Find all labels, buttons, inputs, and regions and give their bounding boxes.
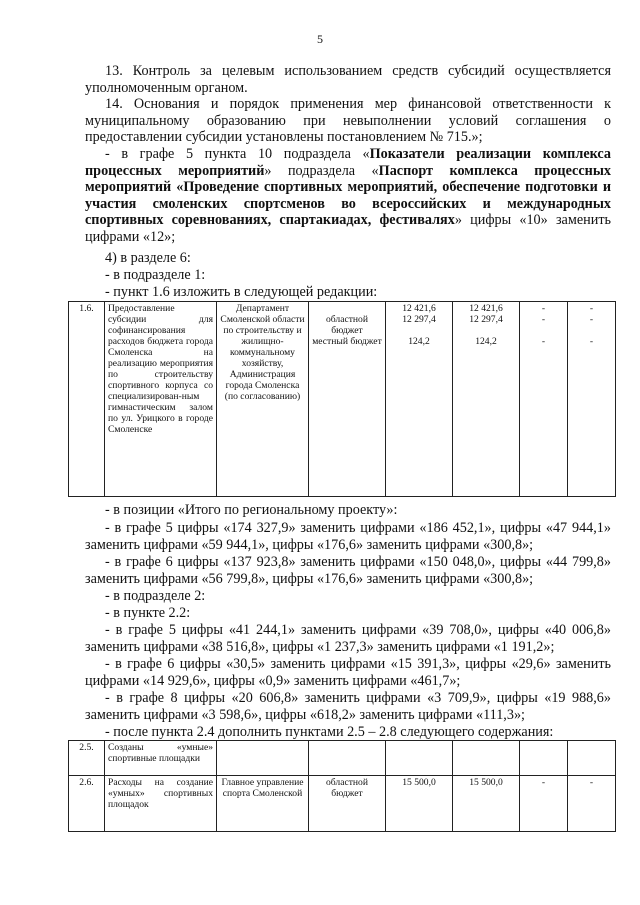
- value: -: [541, 314, 546, 325]
- value: -: [589, 336, 594, 347]
- text-segment: - в графе 5 пункта 10 подраздела «: [105, 146, 370, 162]
- paragraph-graf5-2-2: - в графе 5 цифры «41 244,1» заменить цифрами «39 708,0», цифры «40 006,8» заменить цифрами «38 516,8», цифры «1 237,3» заменить цифрами «1 191,2»;: [85, 622, 611, 655]
- cell-col5: 15 500,0: [386, 776, 453, 832]
- cell-col7: -: [520, 776, 568, 832]
- cell-col7: [520, 302, 568, 497]
- subsection-1-line: - в подразделе 1:: [105, 267, 206, 283]
- cell-col6: [453, 741, 520, 776]
- cell-name: Созданы «умные» спортивные площадки: [105, 741, 217, 776]
- page-number: 5: [317, 32, 323, 46]
- cell-col8: [568, 302, 616, 497]
- source-regional: областной бюджет: [325, 314, 368, 336]
- cell-sources: [309, 302, 386, 497]
- cell-source: [309, 741, 386, 776]
- paragraph-14: 14. Основания и порядок применения мер финансовой ответственности к муниципальному образованию при невыполнении условий соглашения о предоставлении субсидии установлены постановлением № 715.»;: [85, 96, 611, 145]
- cell-number: 2.5.: [69, 741, 105, 776]
- value: 12 297,4: [469, 314, 503, 325]
- itogo-line: - в позиции «Итого по региональному проекту»:: [105, 502, 398, 518]
- value: 124,2: [408, 336, 430, 347]
- paragraph-13: 13. Контроль за целевым использованием средств субсидий осуществляется уполномоченным органом.: [85, 63, 611, 96]
- bold-segment: Показатели реализации комплекса процессных мероприятий: [85, 146, 612, 179]
- items-2-5-2-8-line: - после пункта 2.4 дополнить пунктами 2.5 – 2.8 следующего содержания:: [105, 724, 554, 740]
- cell-name: Расходы на создание «умных» спортивных площадок: [105, 776, 217, 832]
- cell-name: Предоставление субсидии для софинансирования расходов бюджета города Смоленска на реализацию мероприятия по строительству спортивного корпуса со специализирован-ным гимнастическим залом по ул. Урицкого в городе Смоленске: [105, 302, 217, 497]
- table-item-1-6: [68, 301, 616, 497]
- source-local: местный бюджет: [312, 336, 382, 347]
- value: 12 421,6: [402, 303, 436, 314]
- paragraph-graf5-itogo: - в графе 5 цифры «174 327,9» заменить цифрами «186 452,1», цифры «47 944,1» заменить цифрами «59 944,1», цифры «176,6» заменить цифрами «300,8»;: [85, 520, 611, 553]
- cell-number: 1.6.: [69, 302, 105, 497]
- cell-col7: [520, 741, 568, 776]
- paragraph-graf8-2-2: - в графе 8 цифры «20 606,8» заменить цифрами «3 709,9», цифры «19 988,6» заменить цифрами «3 598,6», цифры «618,2» заменить цифрами «111,3»;: [85, 690, 611, 723]
- section-6-line: 4) в разделе 6:: [105, 250, 191, 266]
- table-row: [69, 302, 616, 497]
- cell-col5: [386, 302, 453, 497]
- paragraph-graf6-2-2: - в графе 6 цифры «30,5» заменить цифрами «15 391,3», цифры «29,6» заменить цифрами «14 929,6», цифры «0,9» заменить цифрами «461,7»;: [85, 656, 611, 689]
- cell-col6: [453, 302, 520, 497]
- table-row: [69, 776, 616, 832]
- subsection-2-line: - в подразделе 2:: [105, 588, 206, 604]
- cell-col8: [568, 741, 616, 776]
- value: -: [541, 303, 546, 314]
- value: 12 297,4: [402, 314, 436, 325]
- text-segment: » цифры «10» заменить цифрами «12»;: [85, 212, 611, 245]
- cell-col6: 15 500,0: [453, 776, 520, 832]
- cell-col5: [386, 741, 453, 776]
- cell-number: 2.6.: [69, 776, 105, 832]
- bold-segment: Паспорт комплекса процессных мероприятий «Проведение спортивных мероприятий, обеспечение подготовки и участия смоленских спортсменов во всероссийских и международных спортивных соревнованиях, спартакиадах, фестивалях: [85, 162, 611, 228]
- cell-col8: -: [568, 776, 616, 832]
- value: -: [589, 303, 594, 314]
- paragraph-graf5-p10: [85, 146, 611, 245]
- value: 12 421,6: [469, 303, 503, 314]
- item-1-6-line: - пункт 1.6 изложить в следующей редакции:: [105, 284, 378, 300]
- item-2-2-line: - в пункте 2.2:: [105, 605, 191, 621]
- table-row: [69, 741, 616, 776]
- table-items-2-5-2-8: [68, 740, 616, 832]
- value: -: [589, 314, 594, 325]
- value: -: [541, 336, 546, 347]
- cell-executor: Департамент Смоленской области по строительству и жилищно-коммунальному хозяйству, Администрация города Смоленска (по согласованию): [217, 302, 309, 497]
- cell-executor: Главное управление спорта Смоленской: [217, 776, 309, 832]
- cell-executor: [217, 741, 309, 776]
- value: 124,2: [475, 336, 497, 347]
- paragraph-graf6-itogo: - в графе 6 цифры «137 923,8» заменить цифрами «150 048,0», цифры «44 799,8» заменить цифрами «56 799,8», цифры «176,6» заменить цифрами «300,8»;: [85, 554, 611, 587]
- cell-source: областной бюджет: [309, 776, 386, 832]
- text-segment: » подраздела «: [264, 162, 379, 179]
